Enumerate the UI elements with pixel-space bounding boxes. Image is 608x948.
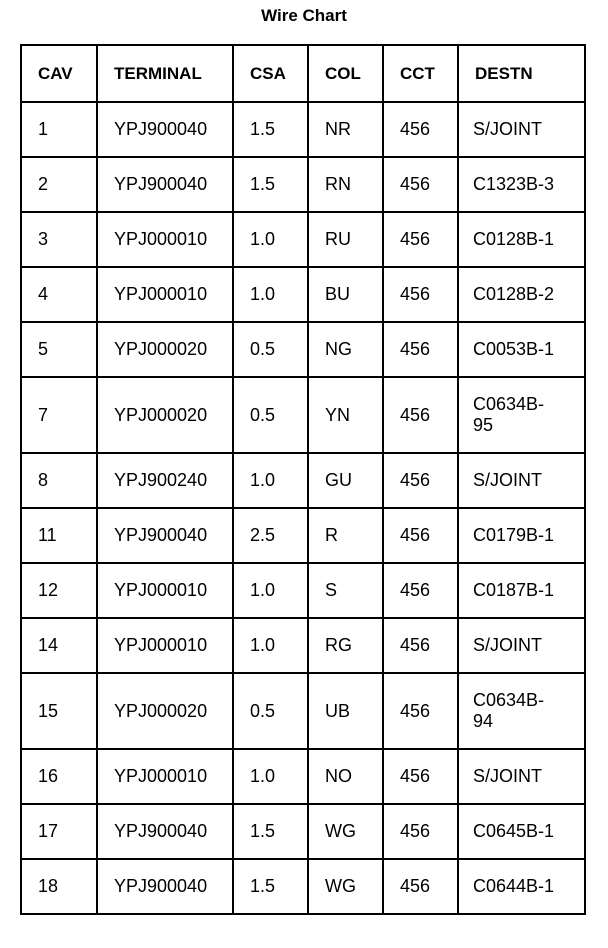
- table-row: [21, 673, 585, 749]
- header-csa: CSA: [233, 45, 308, 102]
- table-row: [21, 377, 585, 453]
- cell-cct: 456: [383, 377, 458, 453]
- cell-csa: 0.5: [233, 322, 308, 377]
- header-cav: CAV: [21, 45, 97, 102]
- cell-terminal: YPJ000020: [97, 322, 233, 377]
- cell-csa: 1.5: [233, 859, 308, 914]
- cell-destn: S/JOINT: [458, 749, 585, 804]
- wire-chart-table: [20, 44, 586, 915]
- cell-csa: 1.0: [233, 267, 308, 322]
- header-cct: CCT: [383, 45, 458, 102]
- cell-cct: 456: [383, 157, 458, 212]
- cell-destn: C0053B-1: [458, 322, 585, 377]
- cell-col: WG: [308, 859, 383, 914]
- cell-cav: 11: [21, 508, 97, 563]
- cell-cct: 456: [383, 267, 458, 322]
- cell-destn: C0187B-1: [458, 563, 585, 618]
- cell-cct: 456: [383, 212, 458, 267]
- cell-destn: C0128B-1: [458, 212, 585, 267]
- cell-terminal: YPJ000020: [97, 673, 233, 749]
- cell-col: YN: [308, 377, 383, 453]
- cell-cav: 15: [21, 673, 97, 749]
- cell-col: NR: [308, 102, 383, 157]
- cell-cav: 14: [21, 618, 97, 673]
- cell-cct: 456: [383, 859, 458, 914]
- cell-cct: 456: [383, 102, 458, 157]
- cell-cct: 456: [383, 453, 458, 508]
- table-row: [21, 859, 585, 914]
- cell-col: NG: [308, 322, 383, 377]
- table-header-row: [21, 45, 585, 102]
- cell-col: NO: [308, 749, 383, 804]
- cell-destn: C0179B-1: [458, 508, 585, 563]
- cell-cav: 17: [21, 804, 97, 859]
- cell-terminal: YPJ000010: [97, 563, 233, 618]
- cell-csa: 2.5: [233, 508, 308, 563]
- cell-csa: 0.5: [233, 673, 308, 749]
- cell-csa: 1.0: [233, 212, 308, 267]
- cell-terminal: YPJ000010: [97, 618, 233, 673]
- cell-cct: 456: [383, 804, 458, 859]
- table-row: [21, 102, 585, 157]
- table-row: [21, 508, 585, 563]
- cell-cct: 456: [383, 673, 458, 749]
- cell-cct: 456: [383, 508, 458, 563]
- cell-cav: 12: [21, 563, 97, 618]
- table-row: [21, 804, 585, 859]
- table-row: [21, 749, 585, 804]
- cell-csa: 0.5: [233, 377, 308, 453]
- cell-terminal: YPJ000020: [97, 377, 233, 453]
- cell-terminal: YPJ000010: [97, 749, 233, 804]
- cell-cav: 16: [21, 749, 97, 804]
- table-row: [21, 322, 585, 377]
- cell-cct: 456: [383, 749, 458, 804]
- cell-destn: S/JOINT: [458, 102, 585, 157]
- table-row: [21, 157, 585, 212]
- cell-cav: 5: [21, 322, 97, 377]
- cell-csa: 1.5: [233, 157, 308, 212]
- cell-col: BU: [308, 267, 383, 322]
- table-row: [21, 618, 585, 673]
- cell-col: S: [308, 563, 383, 618]
- cell-csa: 1.0: [233, 563, 308, 618]
- cell-cct: 456: [383, 563, 458, 618]
- cell-terminal: YPJ900240: [97, 453, 233, 508]
- cell-col: GU: [308, 453, 383, 508]
- table-row: [21, 453, 585, 508]
- cell-cav: 4: [21, 267, 97, 322]
- cell-destn: S/JOINT: [458, 453, 585, 508]
- cell-col: RU: [308, 212, 383, 267]
- header-terminal: TERMINAL: [97, 45, 233, 102]
- cell-destn: C0128B-2: [458, 267, 585, 322]
- cell-csa: 1.0: [233, 618, 308, 673]
- cell-cav: 1: [21, 102, 97, 157]
- cell-terminal: YPJ900040: [97, 102, 233, 157]
- cell-cav: 8: [21, 453, 97, 508]
- cell-destn: C1323B-3: [458, 157, 585, 212]
- cell-cav: 2: [21, 157, 97, 212]
- cell-terminal: YPJ900040: [97, 157, 233, 212]
- cell-col: WG: [308, 804, 383, 859]
- cell-destn: C0645B-1: [458, 804, 585, 859]
- table-row: [21, 212, 585, 267]
- cell-terminal: YPJ000010: [97, 267, 233, 322]
- cell-destn: C0634B- 95: [458, 377, 585, 453]
- cell-destn: C0644B-1: [458, 859, 585, 914]
- cell-destn: C0634B- 94: [458, 673, 585, 749]
- cell-cav: 18: [21, 859, 97, 914]
- cell-cav: 3: [21, 212, 97, 267]
- cell-cct: 456: [383, 322, 458, 377]
- cell-csa: 1.0: [233, 453, 308, 508]
- cell-terminal: YPJ900040: [97, 804, 233, 859]
- cell-cct: 456: [383, 618, 458, 673]
- header-col: COL: [308, 45, 383, 102]
- table-row: [21, 563, 585, 618]
- cell-terminal: YPJ000010: [97, 212, 233, 267]
- page-title: Wire Chart: [261, 6, 347, 25]
- cell-csa: 1.5: [233, 804, 308, 859]
- cell-destn: S/JOINT: [458, 618, 585, 673]
- cell-col: UB: [308, 673, 383, 749]
- cell-cav: 7: [21, 377, 97, 453]
- cell-col: R: [308, 508, 383, 563]
- cell-terminal: YPJ900040: [97, 859, 233, 914]
- cell-terminal: YPJ900040: [97, 508, 233, 563]
- cell-csa: 1.0: [233, 749, 308, 804]
- header-destn: DESTN: [458, 45, 585, 102]
- cell-col: RN: [308, 157, 383, 212]
- cell-csa: 1.5: [233, 102, 308, 157]
- table-row: [21, 267, 585, 322]
- cell-col: RG: [308, 618, 383, 673]
